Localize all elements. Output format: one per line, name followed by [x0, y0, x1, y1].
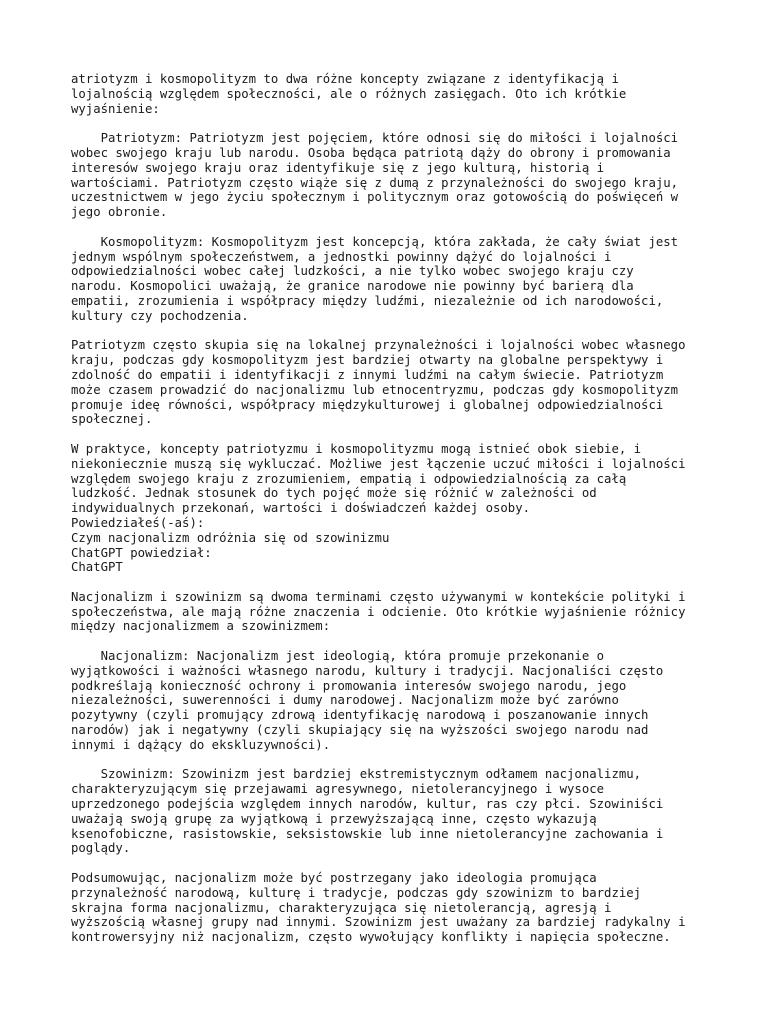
text-line: wyjątkowości i ważności własnego narodu, kultury i tradycji. Nacjonaliści często [71, 663, 664, 678]
text-line: atriotyzm i kosmopolityzm to dwa różne koncepty związane z identyfikacją i [71, 72, 619, 86]
text-line: kultury czy pochodzenia. [71, 308, 249, 323]
text-line: podkreślają konieczność ochrony i promowania interesów swojego narodu, jego [71, 678, 627, 693]
text-line: wyższością własnej grupy nad innymi. Szowinizm jest uważany za bardziej radykalny i [71, 915, 686, 930]
text-line: charakteryzującym się przejawami agresywnego, nietolerancyjnego i wysoce [71, 782, 605, 797]
text-line: Patriotyzm często skupia się na lokalnej przynależności i lojalności wobec własnego [71, 338, 686, 353]
text-line: kontrowersyjny niż nacjonalizm, często wywołujący konflikty i napięcia społeczne. [71, 930, 671, 945]
text-line: pozytywny (czyli promujący zdrową identyfikację narodową i poszanowanie innych [71, 708, 649, 723]
paragraph-gap [71, 324, 711, 339]
text-line: Nacjonalizm i szowinizm są dwoma terminami często używanymi w kontekście polityki i [71, 589, 686, 604]
text-line: narodu. Kosmopolici uważają, że granice narodowe nie powinny być barierą dla [71, 279, 634, 294]
text-line: promuje ideę równości, współpracy międzykulturowej i globalnej odpowiedzialności [71, 397, 664, 412]
text-line: uczestnictwem w jego życiu społecznym i politycznym oraz gotowością do poświęceń w [71, 190, 679, 205]
text-line: W praktyce, koncepty patriotyzmu i kosmopolityzmu mogą istnieć obok siebie, i [71, 441, 642, 456]
text-line: odpowiedzialności wobec całej ludzkości, a nie tylko wobec swojego kraju czy [71, 264, 634, 279]
document-page [71, 72, 711, 945]
text-line: empatii, zrozumienia i współpracy między ludźmi, niezależnie od ich narodowości, [71, 293, 664, 308]
text-line: interesów swojego kraju oraz identyfikuje się z jego kulturą, historią i [71, 160, 605, 175]
text-line: Patriotyzm: Patriotyzm jest pojęciem, które odnosi się do miłości i lojalności [71, 131, 679, 146]
text-line: lojalnością względem społeczności, ale o różnych zasięgach. Oto ich krótkie [71, 86, 627, 101]
text-line: niezależności, suwerenności i dumy narodowej. Nacjonalizm może być zarówno [71, 693, 619, 708]
paragraph-gap [71, 634, 711, 649]
text-line: ChatGPT powiedział: [71, 545, 212, 560]
text-line: uważają swoją grupę za wyjątkową i przewyższającą inne, często wykazują [71, 811, 597, 826]
text-line: między nacjonalizmem a szowinizmem: [71, 619, 331, 634]
text-line: Powiedziałeś(-aś): [71, 515, 205, 530]
text-line: społeczeństwa, ale mają różne znaczenia i odcienie. Oto krótkie wyjaśnienie różnicy [71, 604, 686, 619]
text-line: ludzkość. Jednak stosunek do tych pojęć może się różnić w zależności od [71, 486, 597, 501]
text-line: narodów) jak i negatywny (czyli skupiający się na wyższości swojego narodu nad [71, 723, 649, 738]
paragraph-gap [71, 427, 711, 442]
text-line: jego obronie. [71, 205, 168, 220]
text-line: Czym nacjonalizm odróżnia się od szowinizmu [71, 530, 390, 545]
text-line: niekoniecznie muszą się wykluczać. Możliwe jest łączenie uczuć miłości i lojalności [71, 456, 686, 471]
paragraph-gap [71, 575, 711, 590]
text-line: ChatGPT [71, 560, 123, 575]
text-line: kraju, podczas gdy kosmopolityzm jest bardziej otwarty na globalne perspektywy i [71, 353, 664, 368]
text-line: społecznej. [71, 412, 153, 427]
text-line: ksenofobiczne, rasistowskie, seksistowskie lub inne nietolerancyjne zachowania i [71, 826, 664, 841]
text-line: Szowinizm: Szowinizm jest bardziej ekstremistycznym odłamem nacjonalizmu, [71, 767, 642, 782]
text-line: wyjaśnienie: [71, 101, 160, 116]
text-line: poglądy. [71, 841, 131, 856]
text-line: jednym wspólnym społeczeństwem, a jednostki powinny dążyć do lojalności i [71, 249, 612, 264]
text-line: względem swojego kraju z zrozumieniem, empatią i odpowiedzialnością za całą [71, 471, 627, 486]
text-line: przynależność narodową, kulturę i tradycje, podczas gdy szowinizm to bardziej [71, 885, 642, 900]
text-line: skrajna forma nacjonalizmu, charakteryzująca się nietolerancją, agresją i [71, 900, 612, 915]
text-line: może czasem prowadzić do nacjonalizmu lub etnocentryzmu, podczas gdy kosmopolityzm [71, 382, 679, 397]
paragraph-gap [71, 753, 711, 768]
text-line: wobec swojego kraju lub narodu. Osoba będąca patriotą dąży do obrony i promowania [71, 145, 671, 160]
text-line: Kosmopolityzm: Kosmopolityzm jest koncepcją, która zakłada, że cały świat jest [71, 234, 679, 249]
text-line: indywidualnych przekonań, wartości i doświadczeń każdej osoby. [71, 501, 531, 516]
text-line: wartościami. Patriotyzm często wiąże się z dumą z przynależności do swojego kraju, [71, 175, 679, 190]
text-line: zdolność do empatii i identyfikacji z innymi ludźmi na całym świecie. Patriotyzm [71, 367, 664, 382]
paragraph-gap [71, 856, 711, 871]
text-line: Podsumowując, nacjonalizm może być postrzegany jako ideologia promująca [71, 871, 597, 886]
text-line: uprzedzonego podejścia względem innych narodów, kultur, ras czy płci. Szowiniści [71, 797, 664, 812]
text-line: Nacjonalizm: Nacjonalizm jest ideologią, która promuje przekonanie o [71, 649, 605, 664]
text-line: innymi i dążący do ekskluzywności). [71, 737, 331, 752]
paragraph-gap [71, 220, 711, 235]
paragraph-gap [71, 116, 711, 131]
